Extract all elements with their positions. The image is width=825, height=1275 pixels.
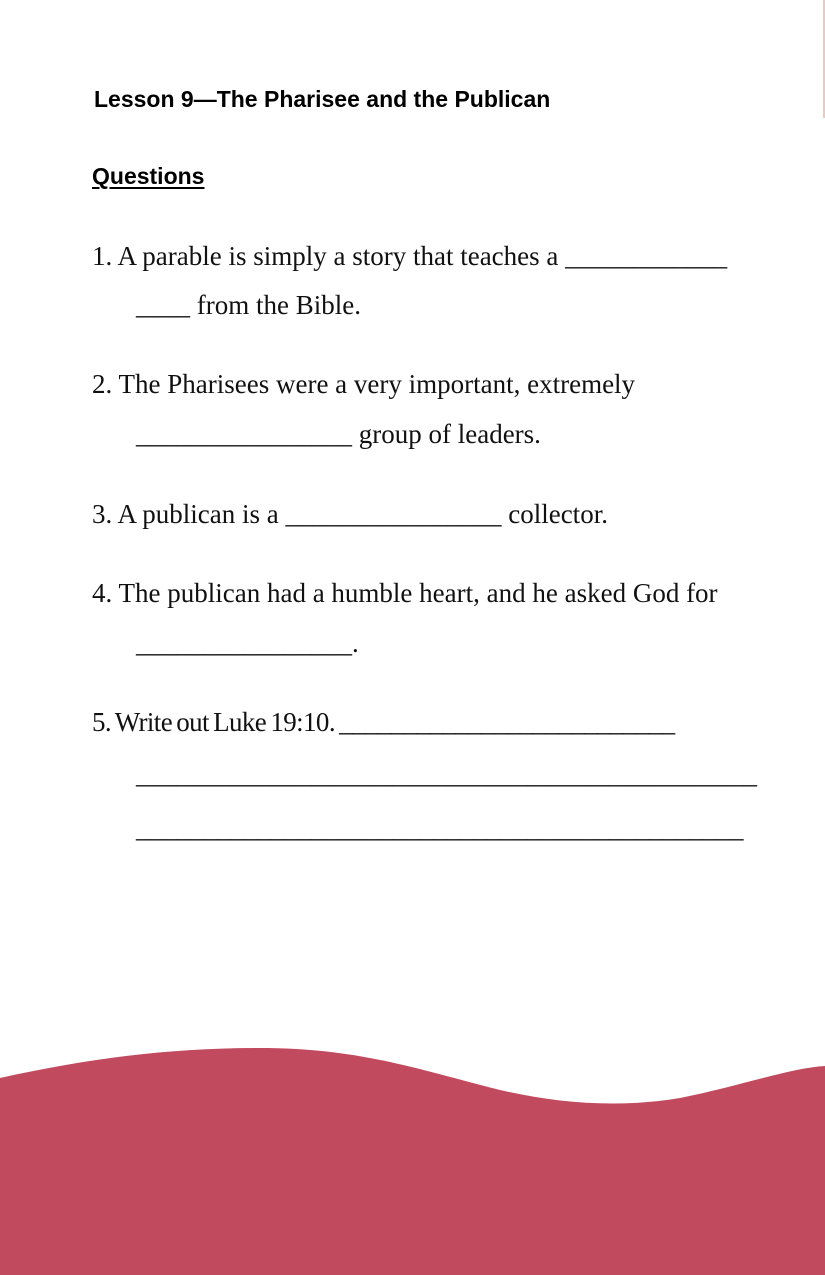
questions-heading: Questions (92, 163, 205, 189)
question-5-line-3: _____________________________________________ (136, 813, 744, 843)
wave-shape (0, 1048, 825, 1275)
decorative-wave-footer (0, 1040, 825, 1275)
question-2-line-1: 2. The Pharisees were a very important, extremely (92, 369, 636, 399)
question-4-line-2: ________________. (136, 628, 359, 658)
question-5-line-1: 5. Write out Luke 19:10. __________________________ (92, 707, 675, 737)
question-1-line-2: ____ from the Bible. (136, 290, 361, 320)
lesson-title: Lesson 9—The Pharisee and the Publican (94, 86, 551, 112)
question-4-line-1: 4. The publican had a humble heart, and he asked God for (92, 578, 718, 608)
question-5-line-2: ______________________________________________ (136, 759, 757, 789)
question-1-line-1: 1. A parable is simply a story that teaches a ____________ (92, 241, 728, 271)
question-2-line-2: ________________ group of leaders. (136, 419, 541, 449)
question-3-line-1: 3. A publican is a ________________ collector. (92, 499, 608, 529)
